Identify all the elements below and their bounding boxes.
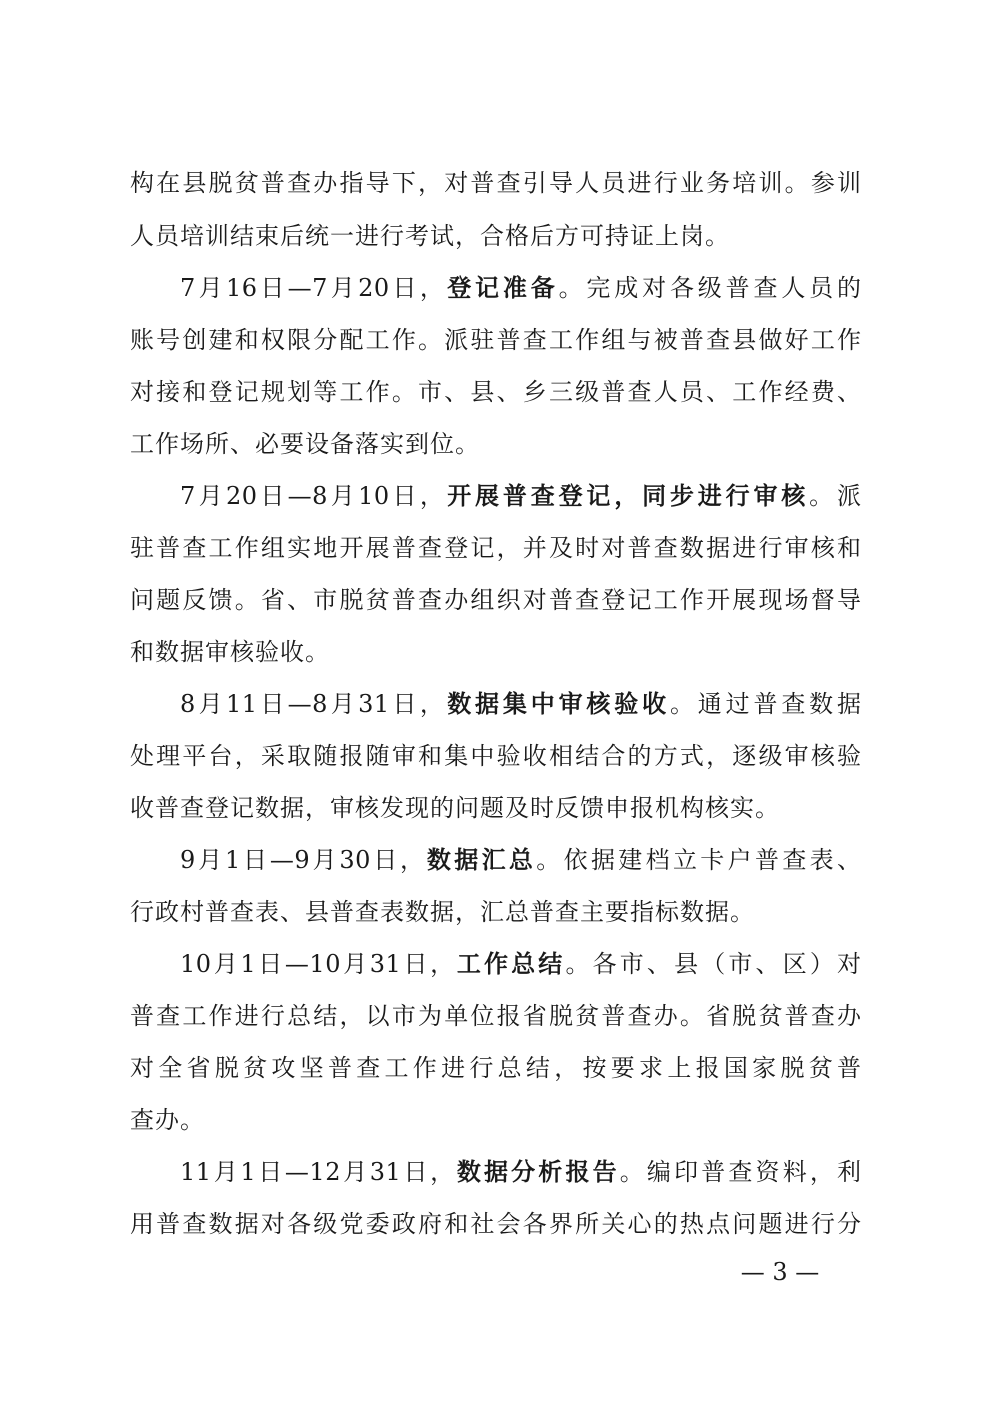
page-number: — 3 — (740, 1258, 820, 1286)
line-text: 用普查数据对各级党委政府和社会各界所关心的热点问题进行分 (130, 1210, 862, 1238)
paragraph-heading: 登记准备 (447, 273, 559, 302)
line-text: 驻普查工作组实地开展普查登记，并及时对普查数据进行审核和 (130, 534, 862, 562)
text-line (130, 636, 862, 668)
line-text: 人员培训结束后统一进行考试，合格后方可持证上岗。 (130, 222, 730, 250)
date-range: 8月11日—8月31日， (180, 690, 448, 718)
line-text: 收普查登记数据，审核发现的问题及时反馈申报机构核实。 (130, 794, 780, 822)
line-text: 对全省脱贫攻坚普查工作进行总结，按要求上报国家脱贫普 (130, 1054, 862, 1082)
text-line (130, 1052, 862, 1084)
text-line (130, 376, 862, 408)
paragraph-lead-line (180, 272, 862, 304)
line-text: 构在县脱贫普查办指导下，对普查引导人员进行业务培训。参训 (130, 169, 862, 197)
line-text: 账号创建和权限分配工作。派驻普查工作组与被普查县做好工作 (130, 326, 862, 354)
paragraph-heading: 数据分析报告 (456, 1157, 620, 1186)
line-text: 查办。 (130, 1106, 205, 1134)
line-text: 工作场所、必要设备落实到位。 (130, 430, 480, 458)
line-text: 对接和登记规划等工作。市、县、乡三级普查人员、工作经费、 (130, 378, 862, 406)
line-text: 。编印普查资料，利 (619, 1158, 863, 1186)
line-text: 和数据审核验收。 (130, 638, 330, 666)
line-text: 。各市、县（市、区）对 (565, 950, 863, 978)
line-text: 。派 (809, 482, 862, 510)
line-text: 。通过普查数据 (669, 690, 863, 718)
text-line (130, 896, 862, 928)
paragraph-heading: 数据集中审核验收 (447, 689, 670, 718)
paragraph-lead-line (180, 480, 862, 512)
text-line (130, 220, 862, 252)
paragraph-lead-line (180, 844, 862, 876)
date-range: 7月20日—8月10日， (180, 482, 448, 510)
text-line (130, 740, 862, 772)
date-range: 9月1日—9月30日， (180, 846, 427, 874)
paragraph-lead-line (180, 1156, 862, 1188)
line-text: 。完成对各级普查人员的 (558, 274, 863, 302)
line-text: 普查工作进行总结，以市为单位报省脱贫普查办。省脱贫普查办 (130, 1002, 862, 1030)
text-line (130, 428, 862, 460)
text-line (130, 1104, 862, 1136)
line-text: 。依据建档立卡户普查表、 (536, 846, 862, 874)
date-range: 7月16日—7月20日， (180, 274, 448, 302)
date-range: 11月1日—12月31日， (180, 1158, 457, 1186)
text-line (130, 324, 862, 356)
paragraph-heading: 开展普查登记，同步进行审核 (447, 481, 810, 510)
text-line (130, 167, 862, 199)
text-line (130, 584, 862, 616)
text-line (130, 792, 862, 824)
line-text: 处理平台，采取随报随审和集中验收相结合的方式，逐级审核验 (130, 742, 862, 770)
paragraph-lead-line (180, 688, 862, 720)
paragraph-lead-line (180, 948, 862, 980)
paragraph-heading: 工作总结 (456, 949, 566, 978)
text-line (130, 1208, 862, 1240)
text-line (130, 1000, 862, 1032)
date-range: 10月1日—10月31日， (180, 950, 457, 978)
text-line (130, 532, 862, 564)
line-text: 行政村普查表、县普查表数据，汇总普查主要指标数据。 (130, 898, 755, 926)
line-text: 问题反馈。省、市脱贫普查办组织对普查登记工作开展现场督导 (130, 586, 862, 614)
paragraph-heading: 数据汇总 (426, 845, 537, 874)
